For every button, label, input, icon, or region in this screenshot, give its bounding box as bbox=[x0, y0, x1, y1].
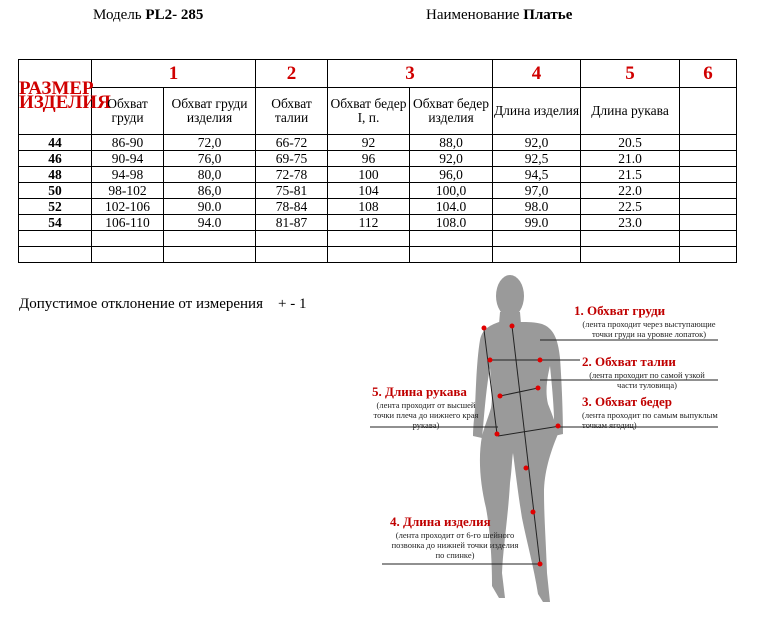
measure-length bbox=[390, 514, 520, 560]
table-cell: 98-102 bbox=[92, 183, 164, 199]
table-row bbox=[19, 247, 737, 263]
table-cell bbox=[680, 215, 737, 231]
table-cell bbox=[581, 231, 680, 247]
table-cell: 22.0 bbox=[581, 183, 680, 199]
table-row bbox=[19, 167, 737, 183]
table-cell: 92 bbox=[328, 135, 410, 151]
table-cell bbox=[680, 231, 737, 247]
table-row bbox=[19, 135, 737, 151]
table-cell: 90.0 bbox=[164, 199, 256, 215]
measure-bust bbox=[574, 303, 724, 339]
table-cell bbox=[256, 231, 328, 247]
table-cell: 104 bbox=[328, 183, 410, 199]
measure-title: 1. Обхват груди bbox=[574, 303, 666, 318]
table-cell: 69-75 bbox=[256, 151, 328, 167]
table-cell bbox=[328, 231, 410, 247]
column-header: Обхват бедер I, п. bbox=[328, 88, 410, 135]
table-cell: 72-78 bbox=[256, 167, 328, 183]
table-cell: 94-98 bbox=[92, 167, 164, 183]
column-header-row bbox=[19, 88, 737, 135]
table-cell: 106-110 bbox=[92, 215, 164, 231]
table-cell: 23.0 bbox=[581, 215, 680, 231]
table-cell: 108 bbox=[328, 199, 410, 215]
table-cell bbox=[680, 247, 737, 263]
size-cell: 50 bbox=[19, 183, 92, 199]
group-number: 3 bbox=[328, 60, 493, 88]
column-header: Обхват груди bbox=[92, 88, 164, 135]
table-row bbox=[19, 231, 737, 247]
table-cell: 81-87 bbox=[256, 215, 328, 231]
table-cell bbox=[164, 247, 256, 263]
measurement-diagram bbox=[360, 268, 740, 608]
table-row bbox=[19, 215, 737, 231]
measure-waist bbox=[582, 354, 712, 390]
table-cell: 100 bbox=[328, 167, 410, 183]
table-cell: 104.0 bbox=[410, 199, 493, 215]
measure-note: (лента проходит по самым выпуклым точкам ягодиц) bbox=[582, 410, 718, 430]
column-header: Обхват бедер изделия bbox=[410, 88, 493, 135]
size-cell bbox=[19, 231, 92, 247]
size-rows bbox=[19, 135, 737, 263]
name-value: Платье bbox=[523, 7, 573, 23]
group-number: 1 bbox=[92, 60, 256, 88]
group-number-row bbox=[19, 60, 737, 88]
table-row bbox=[19, 151, 737, 167]
table-cell bbox=[680, 199, 737, 215]
group-number: 4 bbox=[493, 60, 581, 88]
table-cell bbox=[92, 247, 164, 263]
measure-note: (лента проходит по самой узкой части туловища) bbox=[589, 370, 705, 390]
table-cell: 96 bbox=[328, 151, 410, 167]
table-cell: 22.5 bbox=[581, 199, 680, 215]
table-cell: 86-90 bbox=[92, 135, 164, 151]
table-cell bbox=[164, 231, 256, 247]
column-header: Обхват груди изделия bbox=[164, 88, 256, 135]
table-cell: 21.0 bbox=[581, 151, 680, 167]
size-header: РАЗМЕР ИЗДЕЛИЯ bbox=[19, 60, 92, 135]
column-header bbox=[680, 88, 737, 135]
column-header: Обхват талии bbox=[256, 88, 328, 135]
group-number: 6 bbox=[680, 60, 737, 88]
size-cell: 46 bbox=[19, 151, 92, 167]
group-number: 5 bbox=[581, 60, 680, 88]
table-cell: 86,0 bbox=[164, 183, 256, 199]
table-cell bbox=[680, 183, 737, 199]
measure-note: (лента проходит от высшей точки плеча до нижнего края рукава) bbox=[373, 400, 479, 430]
table-cell: 20.5 bbox=[581, 135, 680, 151]
table-cell: 92,5 bbox=[493, 151, 581, 167]
table-cell: 92,0 bbox=[410, 151, 493, 167]
table-cell: 76,0 bbox=[164, 151, 256, 167]
table-cell bbox=[680, 151, 737, 167]
tolerance-value: + - 1 bbox=[277, 296, 307, 312]
table-cell bbox=[92, 231, 164, 247]
table-cell bbox=[256, 247, 328, 263]
measure-title: 2. Обхват талии bbox=[582, 354, 676, 369]
table-cell: 108.0 bbox=[410, 215, 493, 231]
table-cell: 92,0 bbox=[493, 135, 581, 151]
model-value: PL2- 285 bbox=[145, 7, 204, 23]
table-cell: 100,0 bbox=[410, 183, 493, 199]
table-cell bbox=[410, 247, 493, 263]
model-line bbox=[93, 7, 203, 24]
group-number: 2 bbox=[256, 60, 328, 88]
table-cell: 90-94 bbox=[92, 151, 164, 167]
tolerance-label: Допустимое отклонение от измерения bbox=[19, 296, 263, 312]
measure-title: 5. Длина рукава bbox=[372, 384, 467, 399]
measure-title: 4. Длина изделия bbox=[390, 514, 491, 529]
measure-sleeve bbox=[372, 384, 480, 430]
table-cell: 21.5 bbox=[581, 167, 680, 183]
table-cell bbox=[680, 135, 737, 151]
name-label: Наименование bbox=[426, 7, 520, 23]
table-cell: 99.0 bbox=[493, 215, 581, 231]
model-label: Модель bbox=[93, 7, 142, 23]
size-cell: 44 bbox=[19, 135, 92, 151]
size-table bbox=[18, 59, 737, 263]
table-cell: 96,0 bbox=[410, 167, 493, 183]
table-cell: 97,0 bbox=[493, 183, 581, 199]
size-cell: 52 bbox=[19, 199, 92, 215]
name-line bbox=[426, 7, 572, 24]
table-cell: 94,5 bbox=[493, 167, 581, 183]
table-cell bbox=[581, 247, 680, 263]
table-cell: 102-106 bbox=[92, 199, 164, 215]
table-cell: 88,0 bbox=[410, 135, 493, 151]
size-cell bbox=[19, 247, 92, 263]
table-cell bbox=[493, 231, 581, 247]
measure-title: 3. Обхват бедер bbox=[582, 394, 672, 409]
table-cell: 112 bbox=[328, 215, 410, 231]
measure-note: (лента проходит от 6-го шейного позвонка до нижней точки изделия по спинке) bbox=[391, 530, 519, 560]
tolerance-line bbox=[19, 296, 306, 313]
measure-hips bbox=[582, 394, 732, 430]
table-row bbox=[19, 199, 737, 215]
table-cell bbox=[328, 247, 410, 263]
table-cell: 72,0 bbox=[164, 135, 256, 151]
size-cell: 54 bbox=[19, 215, 92, 231]
column-header: Длина рукава bbox=[581, 88, 680, 135]
table-cell bbox=[680, 167, 737, 183]
measure-note: (лента проходит через выступающие точки груди на уровне лопаток) bbox=[582, 319, 716, 339]
column-header: Длина изделия bbox=[493, 88, 581, 135]
table-cell: 80,0 bbox=[164, 167, 256, 183]
table-cell bbox=[493, 247, 581, 263]
table-cell: 98.0 bbox=[493, 199, 581, 215]
table-cell: 94.0 bbox=[164, 215, 256, 231]
size-cell: 48 bbox=[19, 167, 92, 183]
table-cell: 75-81 bbox=[256, 183, 328, 199]
table-cell bbox=[410, 231, 493, 247]
table-cell: 78-84 bbox=[256, 199, 328, 215]
table-row bbox=[19, 183, 737, 199]
table-cell: 66-72 bbox=[256, 135, 328, 151]
